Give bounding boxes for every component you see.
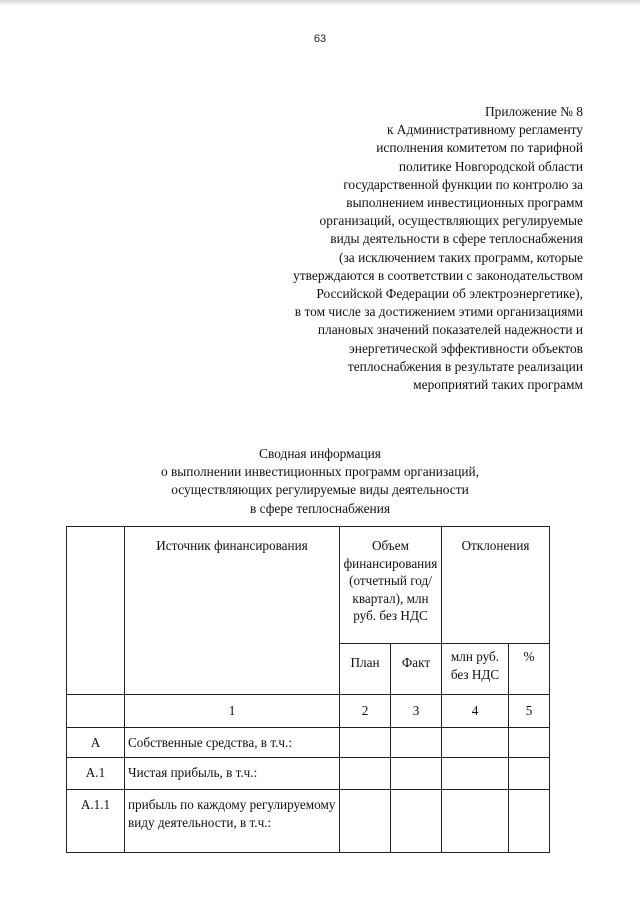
column-number: 2 bbox=[340, 695, 391, 728]
appendix-line: политике Новгородской области bbox=[398, 158, 583, 174]
column-number: 5 bbox=[509, 695, 550, 728]
column-number: 1 bbox=[125, 695, 340, 728]
appendix-line: теплоснабжения в результате реализации bbox=[347, 358, 583, 374]
column-number: 3 bbox=[391, 695, 442, 728]
summary-title-line: в сфере теплоснабжения bbox=[249, 500, 391, 516]
value-cell bbox=[509, 728, 550, 758]
appendix-line: организаций, осуществляющих регулируемые bbox=[319, 213, 583, 229]
appendix-line: исполнения комитетом по тарифной bbox=[376, 140, 583, 156]
appendix-line: в том числе за достижением этими организациями bbox=[294, 304, 583, 320]
header-deviations: Отклонения bbox=[442, 527, 550, 644]
header-plan: План bbox=[340, 644, 391, 695]
appendix-line: виды деятельности в сфере теплоснабжения bbox=[330, 231, 583, 247]
value-cell bbox=[442, 758, 509, 790]
value-cell bbox=[442, 728, 509, 758]
value-cell bbox=[509, 758, 550, 790]
appendix-line: энергетической эффективности объектов bbox=[349, 340, 583, 356]
table-row bbox=[67, 790, 550, 853]
appendix-line: Российской Федерации об электроэнергетике), bbox=[316, 286, 583, 302]
scan-edge bbox=[0, 0, 640, 6]
row-label: Чистая прибыль, в т.ч.: bbox=[125, 758, 340, 790]
row-code: А.1.1 bbox=[67, 790, 125, 853]
appendix-line: к Административному регламенту bbox=[386, 122, 583, 138]
appendix-line: утверждаются в соответствии с законодательством bbox=[293, 267, 583, 283]
appendix-line: выполнением инвестиционных программ bbox=[346, 195, 583, 211]
column-number-empty bbox=[67, 695, 125, 728]
value-cell bbox=[340, 728, 391, 758]
row-label: прибыль по каждому регулируемому виду деятельности, в т.ч.: bbox=[125, 790, 340, 853]
column-number-row bbox=[67, 695, 550, 728]
page-number: 63 bbox=[313, 33, 327, 45]
value-cell bbox=[391, 758, 442, 790]
value-cell bbox=[391, 728, 442, 758]
summary-title-line: о выполнении инвестиционных программ организаций, bbox=[160, 464, 480, 480]
value-cell bbox=[391, 790, 442, 853]
row-label: Собственные средства, в т.ч.: bbox=[125, 728, 340, 758]
appendix-line: (за исключением таких программ, которые bbox=[339, 249, 583, 265]
appendix-line: Приложение № 8 bbox=[484, 104, 583, 119]
row-code: А bbox=[67, 728, 125, 758]
summary-title bbox=[0, 445, 640, 518]
value-cell bbox=[340, 790, 391, 853]
row-code: А.1 bbox=[67, 758, 125, 790]
summary-title-line: осуществляющих регулируемые виды деятельности bbox=[171, 482, 469, 498]
appendix-line: мероприятий таких программ bbox=[413, 377, 583, 393]
value-cell bbox=[509, 790, 550, 853]
header-volume: Объем финансирования (отчетный год/квартал), млн руб. без НДС bbox=[340, 527, 442, 644]
appendix-line: плановых значений показателей надежности и bbox=[317, 322, 583, 338]
table-row bbox=[67, 728, 550, 758]
appendix-line: государственной функции по контролю за bbox=[343, 176, 583, 192]
appendix-header bbox=[223, 103, 583, 394]
financing-table bbox=[66, 526, 550, 853]
header-fact: Факт bbox=[391, 644, 442, 695]
header-source: Источник финансирования bbox=[125, 527, 340, 695]
header-empty-cell bbox=[67, 527, 125, 695]
value-cell bbox=[340, 758, 391, 790]
header-percent: % bbox=[509, 644, 550, 695]
column-number: 4 bbox=[442, 695, 509, 728]
table-row bbox=[67, 758, 550, 790]
value-cell bbox=[442, 790, 509, 853]
header-mln-rub: млн руб. без НДС bbox=[442, 644, 509, 695]
summary-title-line: Сводная информация bbox=[259, 446, 381, 461]
